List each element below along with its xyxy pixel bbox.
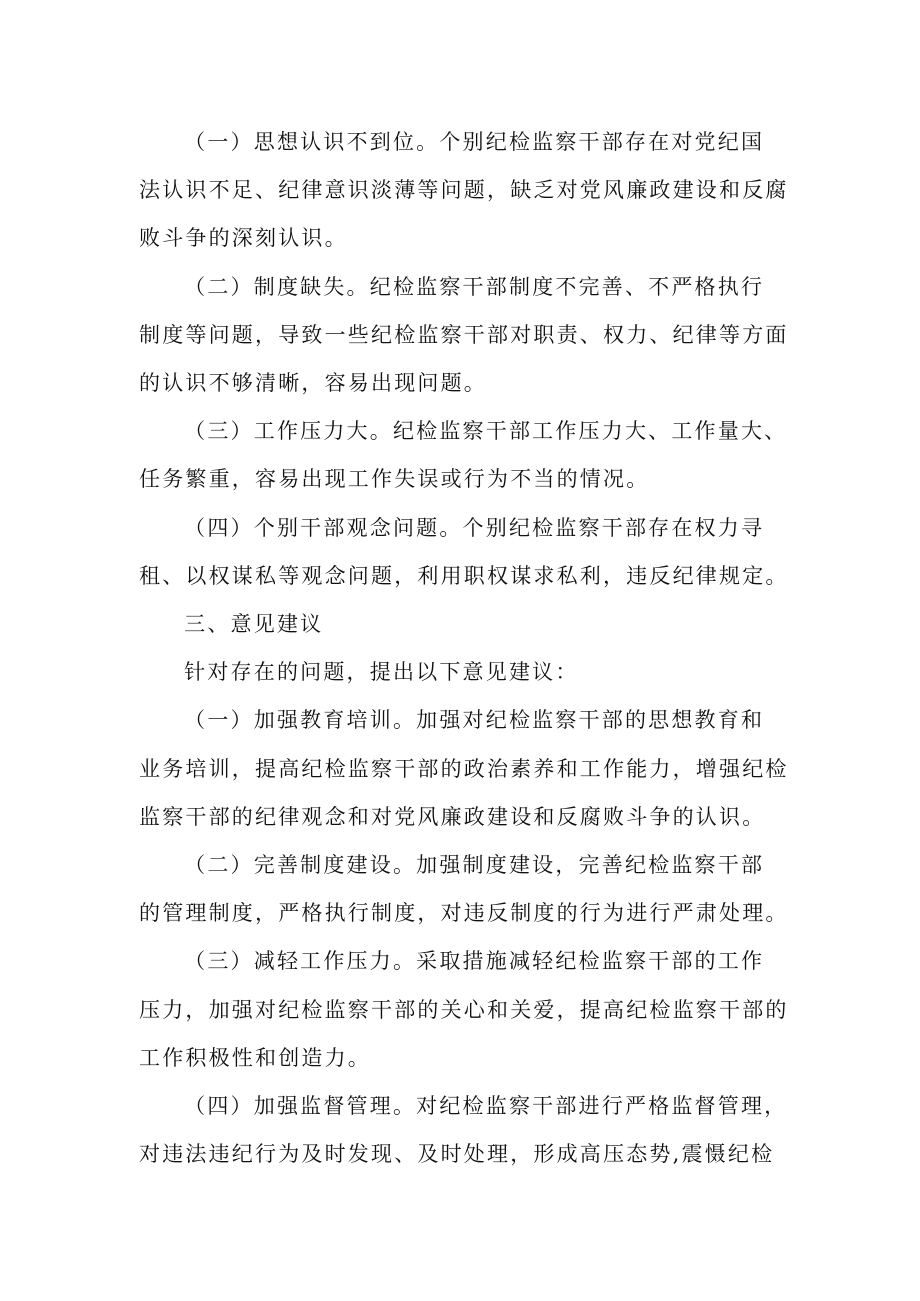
- document-body: [139, 118, 799, 1178]
- paragraph-problem-2: [139, 263, 799, 408]
- text-line: （二）完善制度建设。加强制度建设，完善纪检监察干部: [184, 853, 765, 878]
- section-heading-suggestions: [139, 600, 799, 648]
- paragraph-problem-1: [139, 118, 799, 263]
- text-line: （一）思想认识不到位。个别纪检监察干部存在对党纪国: [184, 130, 765, 154]
- text-line: 的管理制度，严格执行制度，对违反制度的行为进行严肃处理。: [139, 901, 789, 926]
- text-line: 工作积极性和创造力。: [139, 1045, 371, 1070]
- text-line: （四）加强监督管理。对纪检监察干部进行严格监督管理，: [184, 1094, 788, 1119]
- paragraph-problem-3: [139, 407, 799, 503]
- paragraph-suggestion-4: [139, 1082, 799, 1178]
- text-line: 租、以权谋私等观念问题，利用职权谋求私利，违反纪律规定。: [139, 563, 789, 588]
- text-line: 对违法违纪行为及时发现、及时处理，形成高压态势,震慑纪检: [139, 1142, 775, 1167]
- text-line: （三）工作压力大。纪检监察干部工作压力大、工作量大、: [184, 419, 788, 444]
- paragraph-suggestion-3: [139, 937, 799, 1082]
- text-line: 制度等问题，导致一些纪检监察干部对职责、权力、纪律等方面: [139, 322, 789, 347]
- text-line: （一）加强教育培训。加强对纪检监察干部的思想教育和: [184, 708, 765, 733]
- text-line: 监察干部的纪律观念和对党风廉政建设和反腐败斗争的认识。: [139, 804, 766, 829]
- text-line: 的认识不够清晰，容易出现问题。: [139, 371, 487, 396]
- text-line: （四）个别干部观念问题。个别纪检监察干部存在权力寻: [184, 515, 765, 540]
- paragraph-problem-4: [139, 504, 799, 600]
- text-line: 法认识不足、纪律意识淡薄等问题，缺乏对党风廉政建设和反腐: [139, 178, 789, 203]
- paragraph-intro: [139, 648, 799, 696]
- heading-text: 三、意见建议: [184, 612, 324, 637]
- paragraph-suggestion-2: [139, 841, 799, 937]
- paragraph-suggestion-1: [139, 696, 799, 841]
- text-line: 针对存在的问题，提出以下意见建议：: [184, 660, 579, 685]
- text-line: 任务繁重，容易出现工作失误或行为不当的情况。: [139, 467, 650, 492]
- text-line: （三）减轻工作压力。采取措施减轻纪检监察干部的工作: [184, 949, 765, 974]
- text-line: 业务培训，提高纪检监察干部的政治素养和工作能力，增强纪检: [139, 756, 789, 781]
- text-line: 败斗争的深刻认识。: [139, 226, 348, 251]
- text-line: （二）制度缺失。纪检监察干部制度不完善、不严格执行: [184, 274, 765, 299]
- text-line: 压力，加强对纪检监察干部的关心和关爱，提高纪检监察干部的: [139, 997, 789, 1022]
